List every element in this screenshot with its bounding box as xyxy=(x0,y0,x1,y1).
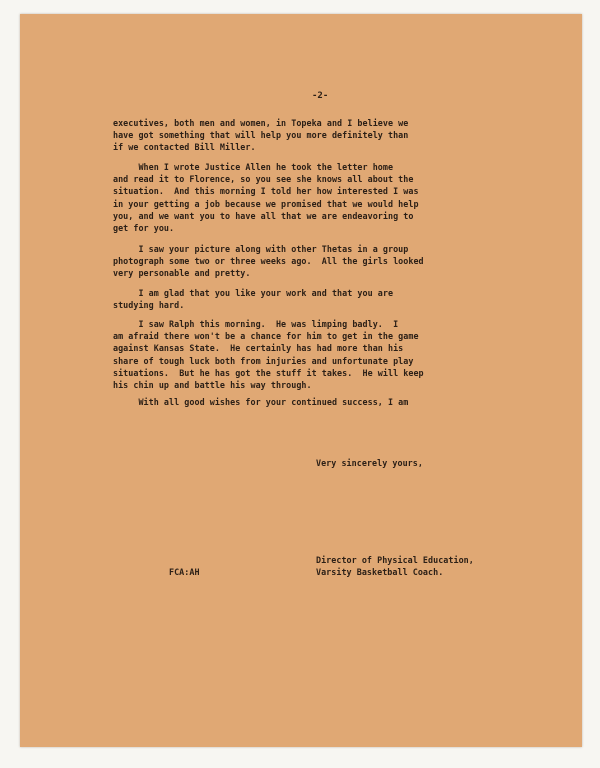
closing xyxy=(316,457,423,469)
paragraph-6 xyxy=(113,396,408,408)
text-line: very personable and pretty. xyxy=(113,268,251,279)
paragraph-2 xyxy=(113,161,419,234)
text-line: executives, both men and women, in Topeka and I believe we xyxy=(113,118,409,128)
initials-text: FCA:AH xyxy=(169,567,200,577)
text-line: photograph some two or three weeks ago. All the girls looked xyxy=(113,256,424,267)
text-line: situation. And this morning I told her how interested I was xyxy=(113,186,419,197)
signature-title-line: Varsity Basketball Coach. xyxy=(316,567,444,578)
text-line: against Kansas State. He certainly has had more than his xyxy=(113,343,404,354)
text-line: his chin up and battle his way through. xyxy=(113,380,312,391)
text-line: When I wrote Justice Allen he took the letter home xyxy=(113,162,394,172)
text-line: With all good wishes for your continued success, I am xyxy=(113,397,409,407)
paragraph-3 xyxy=(113,243,424,280)
text-line: get for you. xyxy=(113,223,175,234)
text-line: I saw your picture along with other Thetas in a group xyxy=(113,244,409,254)
closing-text: Very sincerely yours, xyxy=(316,458,423,468)
text-line: and read it to Florence, so you see she knows all about the xyxy=(113,174,414,185)
text-line: have got something that will help you more definitely than xyxy=(113,130,409,141)
page-number: -2- xyxy=(312,91,329,101)
paragraph-4 xyxy=(113,287,393,311)
paragraph-1 xyxy=(113,117,408,154)
text-line: in your getting a job because we promised that we would help xyxy=(113,198,419,209)
paragraph-5 xyxy=(113,318,424,391)
text-line: you, and we want you to have all that we are endeavoring to xyxy=(113,210,414,221)
letter-page xyxy=(20,14,582,747)
text-line: share of tough luck both from injuries and unfortunate play xyxy=(113,355,414,366)
signature-block xyxy=(316,554,474,578)
text-line: I am glad that you like your work and that you are xyxy=(113,288,394,298)
text-line: studying hard. xyxy=(113,300,185,311)
text-line: if we contacted Bill Miller. xyxy=(113,142,256,153)
text-line: I saw Ralph this morning. He was limping badly. I xyxy=(113,319,399,329)
typist-initials xyxy=(169,566,200,578)
text-line: situations. But he has got the stuff it takes. He will keep xyxy=(113,367,424,378)
signature-title-line: Director of Physical Education, xyxy=(316,555,474,565)
text-line: am afraid there won't be a chance for him to get in the game xyxy=(113,331,419,342)
